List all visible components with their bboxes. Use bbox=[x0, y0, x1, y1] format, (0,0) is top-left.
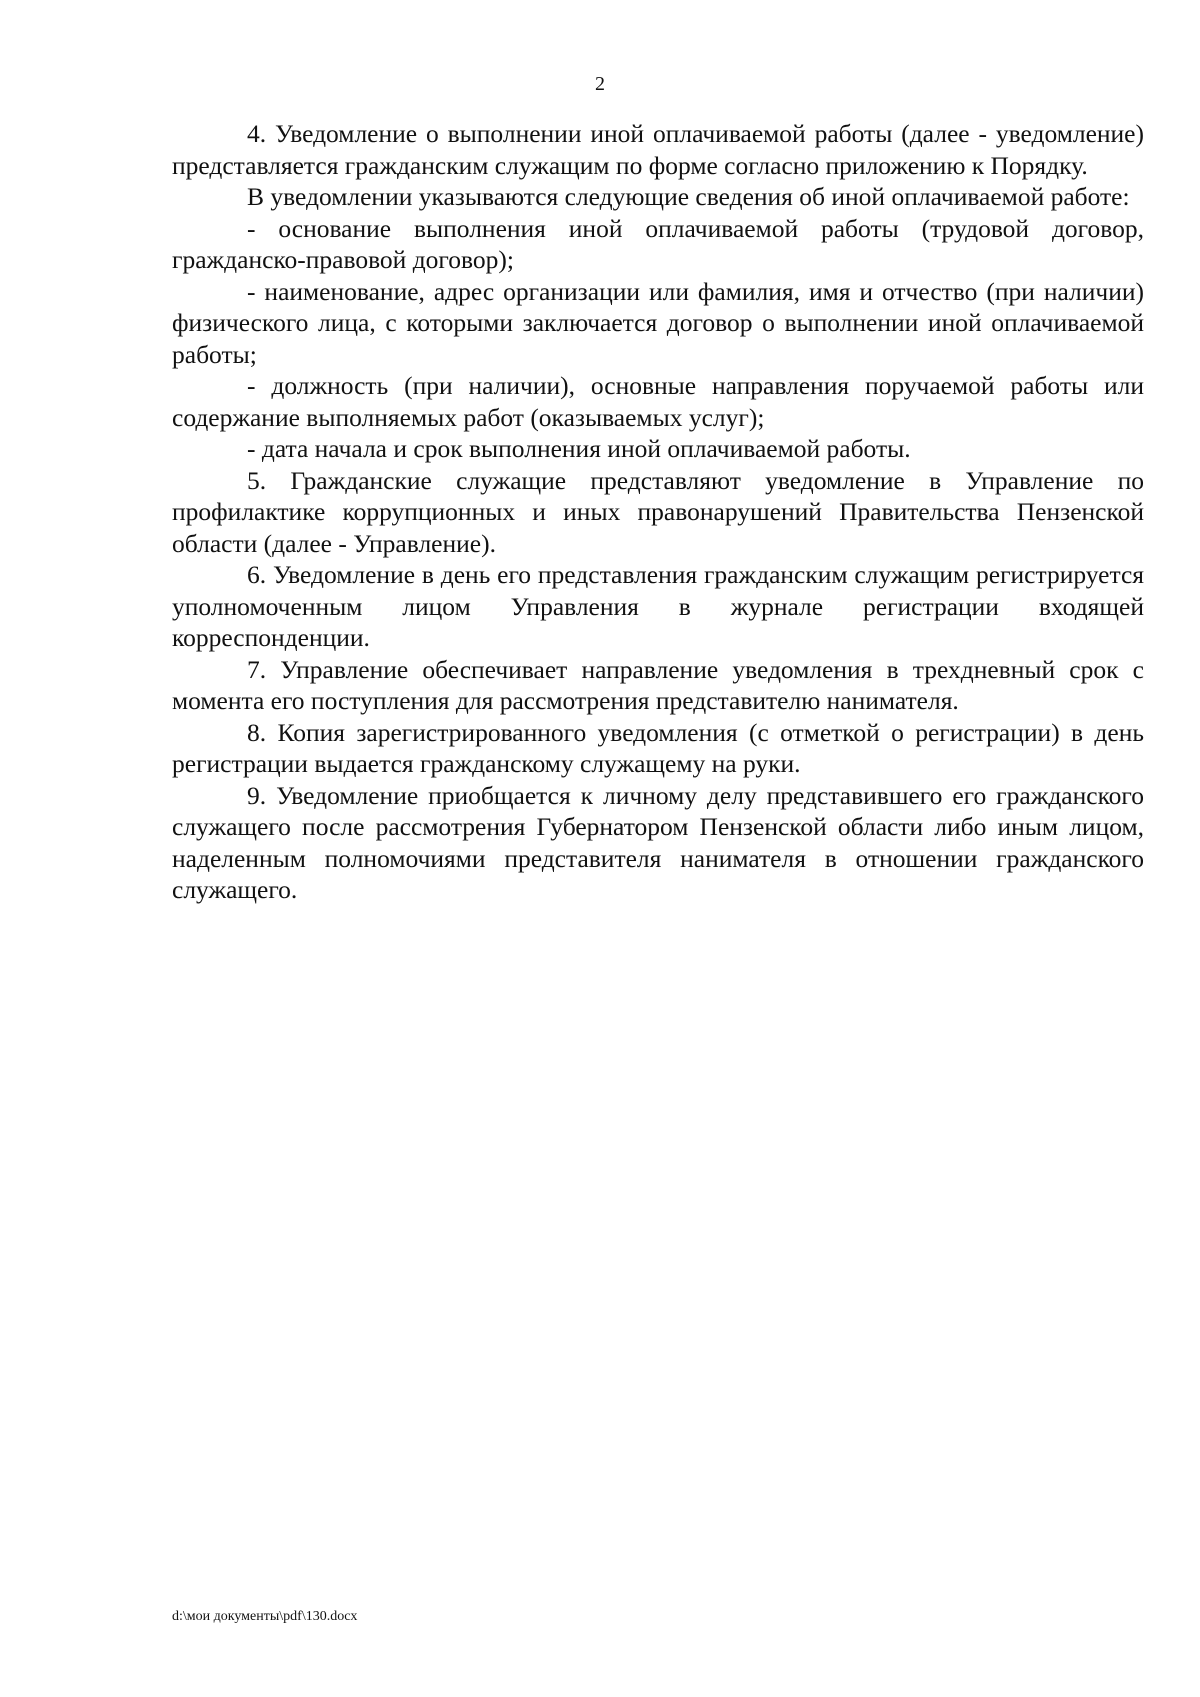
list-item-dates: - дата начала и срок выполнения иной оплачиваемой работы. bbox=[247, 434, 911, 463]
list-item-organization: - наименование, адрес организации или фамилия, имя и отчество (при наличии) физического лица, с которыми заключается договор о выполнении иной оплачиваемой работы; bbox=[172, 276, 1144, 369]
paragraph-7: 7. Управление обеспечивает направление уведомления в трехдневный срок с момента его поступления для рассмотрения представителю нанимателя. bbox=[172, 654, 1144, 715]
file-path-footer: d:\мои документы\pdf\130.docx bbox=[172, 1609, 358, 1624]
paragraph-9: 9. Уведомление приобщается к личному делу представившего его гражданского служащего после рассмотрения Губернатором Пензенской области либо иным лицом, наделенным полномочиями представителя нанимателя в отношении гражданского служащего. bbox=[172, 780, 1144, 904]
paragraph-5: 5. Гражданские служащие представляют уведомление в Управление по профилактике коррупционных и иных правонарушений Правительства Пензенской области (далее - Управление). bbox=[172, 465, 1144, 558]
paragraph-notice-details-intro: В уведомлении указываются следующие сведения об иной оплачиваемой работе: bbox=[247, 182, 1130, 211]
document-body bbox=[172, 118, 1144, 906]
paragraph-8: 8. Копия зарегистрированного уведомления (с отметкой о регистрации) в день регистрации выдается гражданскому служащему на руки. bbox=[172, 717, 1144, 778]
paragraph-4: 4. Уведомление о выполнении иной оплачиваемой работы (далее - уведомление) представляется гражданским служащим по форме согласно приложению к Порядку. bbox=[172, 119, 1144, 180]
paragraph-6: 6. Уведомление в день его представления гражданским служащим регистрируется уполномоченным лицом Управления в журнале регистрации входящей корреспонденции. bbox=[172, 560, 1144, 652]
list-item-basis: - основание выполнения иной оплачиваемой работы (трудовой договор, гражданско-правовой договор); bbox=[172, 213, 1144, 274]
page-number: 2 bbox=[595, 73, 605, 95]
list-item-position: - должность (при наличии), основные направления поручаемой работы или содержание выполняемых работ (оказываемых услуг); bbox=[172, 371, 1144, 432]
